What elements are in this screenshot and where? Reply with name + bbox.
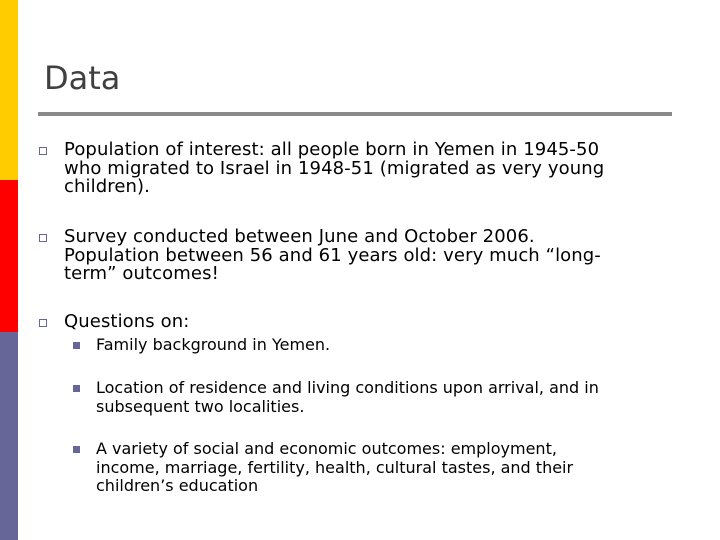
sub-bullet-3-square-icon (73, 446, 80, 453)
bullet-2-line-3: term” outcomes! (64, 263, 219, 284)
sub-bullet-3-line-1: A variety of social and economic outcomes: employment, (96, 439, 557, 458)
slide-title: Data (44, 59, 121, 97)
sub-bullet-2-line-1: Location of residence and living conditions upon arrival, and in (96, 378, 599, 397)
bullet-1-line-3: children). (64, 176, 150, 197)
bullet-2-square-icon (39, 234, 47, 242)
bullet-1-line-1: Population of interest: all people born in Yemen in 1945-50 (64, 139, 600, 160)
sub-bullet-1-square-icon (73, 342, 80, 349)
accent-stripe-blue (0, 332, 18, 540)
sub-bullet-3-line-2: income, marriage, fertility, health, cultural tastes, and their (96, 457, 574, 477)
accent-stripe-yellow (0, 0, 18, 180)
title-divider (38, 112, 672, 116)
bullet-1-text (64, 141, 604, 197)
bullet-2-text (64, 228, 601, 284)
sub-bullet-2-line-2: subsequent two localities. (96, 396, 305, 416)
bullet-3-line-1: Questions on: (64, 311, 190, 332)
bullet-1-square-icon (39, 147, 47, 155)
accent-stripe-red (0, 180, 18, 332)
bullet-1-line-2: who migrated to Israel in 1948-51 (migrated as very young (64, 157, 605, 179)
sub-bullet-3-text (96, 440, 573, 496)
sub-bullet-2-text (96, 379, 599, 416)
bullet-2-line-1: Survey conducted between June and October 2006. (64, 226, 535, 247)
sub-bullet-3-line-3: children’s education (96, 476, 259, 495)
bullet-3-text (64, 313, 189, 332)
bullet-3-square-icon (39, 319, 47, 327)
sub-bullet-2-square-icon (73, 385, 80, 392)
bullet-2-line-2: Population between 56 and 61 years old: very much “long- (64, 244, 601, 266)
sub-bullet-1-text (96, 336, 330, 355)
sub-bullet-1-line-1: Family background in Yemen. (96, 335, 331, 354)
